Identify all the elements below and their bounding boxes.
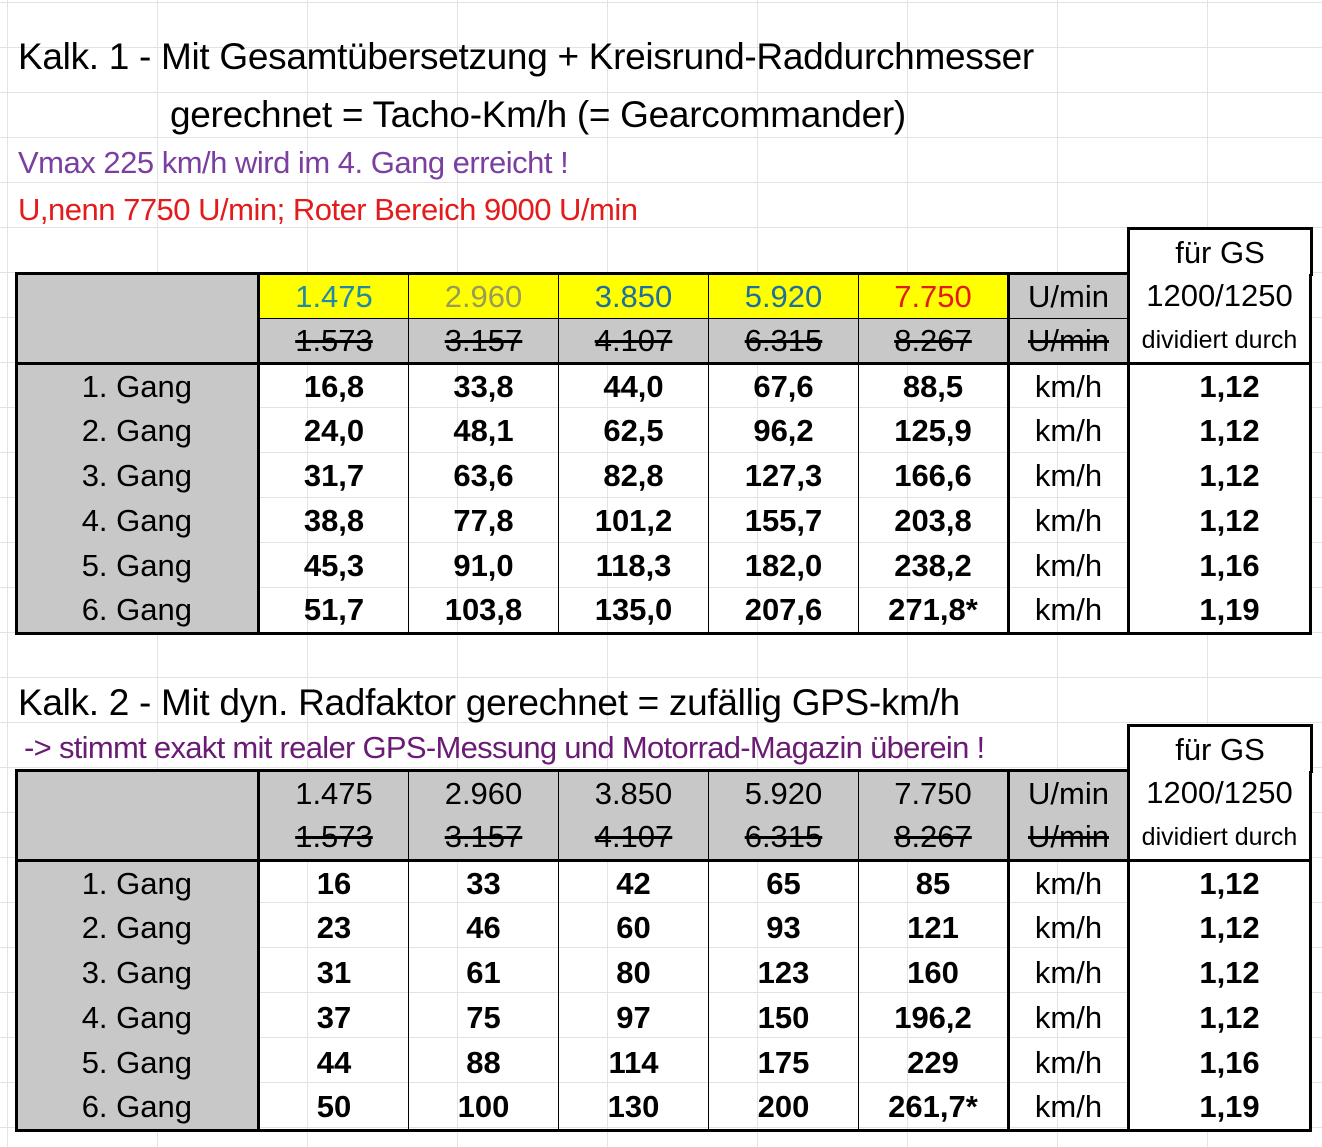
speed-value: 44,0 [559,364,709,409]
speed-value: 75 [409,996,559,1041]
speed-value: 130 [559,1086,709,1131]
gear-label: 6. Gang [17,589,259,634]
speed-value: 60 [559,906,709,951]
divisor-value: 1,12 [1129,364,1311,409]
divisor-value: 1,12 [1129,906,1311,951]
gear-label: 1. Gang [17,364,259,409]
kalk1-rpm-top-2: 2.960 [409,274,559,319]
gear-label: 2. Gang [17,906,259,951]
kalk1-subtitle: gerechnet = Tacho-Km/h (= Gearcommander) [170,94,906,135]
table-row [17,951,1311,996]
gear-label: 5. Gang [17,1041,259,1086]
kalk2-note: -> stimmt exakt mit realer GPS-Messung und Motorrad-Magazin überein ! [24,730,985,765]
speed-value: 182,0 [709,544,859,589]
speed-value: 103,8 [409,589,559,634]
speed-value: 118,3 [559,544,709,589]
table-row [17,1041,1311,1086]
divisor-value: 1,12 [1129,409,1311,454]
divisor-value: 1,12 [1129,951,1311,996]
table-row [17,906,1311,951]
speed-value: 135,0 [559,589,709,634]
gear-label: 5. Gang [17,544,259,589]
unit-cell: km/h [1009,499,1129,544]
speed-value: 91,0 [409,544,559,589]
gear-label: 3. Gang [17,454,259,499]
speed-value: 37 [259,996,409,1041]
gear-label: 1. Gang [17,861,259,906]
speed-value: 63,6 [409,454,559,499]
table-row [17,454,1311,499]
speed-value: 51,7 [259,589,409,634]
speed-value: 97 [559,996,709,1041]
divisor-value: 1,12 [1129,861,1311,906]
unit-cell: km/h [1009,544,1129,589]
kalk1-rpm-bottom-1: 1.573 [259,319,409,364]
kalk2-rpm-bottom-4: 6.315 [709,816,859,861]
speed-value: 67,6 [709,364,859,409]
unit-cell: km/h [1009,364,1129,409]
unit-cell: km/h [1009,1086,1129,1131]
speed-value: 65 [709,861,859,906]
unit-cell: km/h [1009,409,1129,454]
speed-value: 166,6 [859,454,1009,499]
kalk1-unit-top: U/min [1009,274,1129,319]
speed-value: 150 [709,996,859,1041]
table-row [17,409,1311,454]
speed-value: 31,7 [259,454,409,499]
kalk1-rows [17,364,1311,634]
kalk2-rpm-top-1: 1.475 [259,771,409,816]
kalk1-table [15,272,1312,635]
kalk1-rpm-top-1: 1.475 [259,274,409,319]
speed-value: 160 [859,951,1009,996]
speed-value: 42 [559,861,709,906]
speed-value: 127,3 [709,454,859,499]
gear-label: 4. Gang [17,996,259,1041]
kalk2-unit-top: U/min [1009,771,1129,816]
speed-value: 93 [709,906,859,951]
kalk2-rpm-bottom-2: 3.157 [409,816,559,861]
speed-value: 123 [709,951,859,996]
kalk2-rpm-top-5: 7.750 [859,771,1009,816]
kalk2-gs-label: für GS [1127,724,1313,773]
gear-label: 2. Gang [17,409,259,454]
speed-value: 196,2 [859,996,1009,1041]
speed-value: 45,3 [259,544,409,589]
divisor-value: 1,12 [1129,454,1311,499]
kalk2-rows [17,861,1311,1131]
speed-value: 85 [859,861,1009,906]
kalk2-gs-model: 1200/1250 [1129,771,1311,816]
gear-label: 6. Gang [17,1086,259,1131]
kalk1-gs-model: 1200/1250 [1129,274,1311,319]
speed-value: 271,8* [859,589,1009,634]
speed-value: 96,2 [709,409,859,454]
kalk1-corner-cell [17,274,259,364]
speed-value: 100 [409,1086,559,1131]
speed-value: 82,8 [559,454,709,499]
speed-value: 125,9 [859,409,1009,454]
kalk2-gs-div: dividiert durch [1129,816,1311,861]
kalk1-note-vmax: Vmax 225 km/h wird im 4. Gang erreicht ! [18,145,569,180]
table-row [17,1086,1311,1131]
unit-cell: km/h [1009,861,1129,906]
divisor-value: 1,12 [1129,996,1311,1041]
table-row [17,499,1311,544]
kalk2-title: Kalk. 2 - Mit dyn. Radfaktor gerechnet = zufällig GPS-km/h [18,682,960,723]
table-row [17,996,1311,1041]
unit-cell: km/h [1009,906,1129,951]
speed-value: 16 [259,861,409,906]
kalk1-gs-div: dividiert durch [1129,319,1311,364]
speed-value: 33,8 [409,364,559,409]
kalk2-rpm-bottom-3: 4.107 [559,816,709,861]
speed-value: 114 [559,1041,709,1086]
speed-value: 77,8 [409,499,559,544]
kalk2-rpm-bottom-5: 8.267 [859,816,1009,861]
table-row [17,544,1311,589]
divisor-value: 1,12 [1129,499,1311,544]
speed-value: 88,5 [859,364,1009,409]
table-row [17,589,1311,634]
unit-cell: km/h [1009,951,1129,996]
kalk2-rpm-top-3: 3.850 [559,771,709,816]
speed-value: 155,7 [709,499,859,544]
unit-cell: km/h [1009,454,1129,499]
kalk2-table [15,769,1312,1132]
speed-value: 33 [409,861,559,906]
speed-value: 48,1 [409,409,559,454]
speed-value: 200 [709,1086,859,1131]
speed-value: 62,5 [559,409,709,454]
unit-cell: km/h [1009,1041,1129,1086]
unit-cell: km/h [1009,996,1129,1041]
speed-value: 38,8 [259,499,409,544]
kalk1-unit-bottom: U/min [1009,319,1129,364]
kalk1-rpm-bottom-5: 8.267 [859,319,1009,364]
speed-value: 261,7* [859,1086,1009,1131]
speed-value: 175 [709,1041,859,1086]
speed-value: 50 [259,1086,409,1131]
kalk1-rpm-bottom-2: 3.157 [409,319,559,364]
kalk1-title: Kalk. 1 - Mit Gesamtübersetzung + Kreisrund-Raddurchmesser [18,36,1034,77]
speed-value: 203,8 [859,499,1009,544]
speed-value: 16,8 [259,364,409,409]
speed-value: 207,6 [709,589,859,634]
kalk2-rpm-bottom-1: 1.573 [259,816,409,861]
kalk1-gs-label: für GS [1127,227,1313,276]
speed-value: 24,0 [259,409,409,454]
kalk1-rpm-bottom-4: 6.315 [709,319,859,364]
speed-value: 23 [259,906,409,951]
speed-value: 121 [859,906,1009,951]
speed-value: 88 [409,1041,559,1086]
divisor-value: 1,16 [1129,1041,1311,1086]
speed-value: 46 [409,906,559,951]
speed-value: 101,2 [559,499,709,544]
kalk2-unit-bottom: U/min [1009,816,1129,861]
speed-value: 229 [859,1041,1009,1086]
kalk2-rpm-top-4: 5.920 [709,771,859,816]
kalk1-rpm-top-4: 5.920 [709,274,859,319]
divisor-value: 1,19 [1129,1086,1311,1131]
speed-value: 61 [409,951,559,996]
gear-label: 4. Gang [17,499,259,544]
kalk2-rpm-top-2: 2.960 [409,771,559,816]
table-row [17,364,1311,409]
kalk1-rpm-top-5: 7.750 [859,274,1009,319]
speed-value: 80 [559,951,709,996]
kalk1-note-rpm: U,nenn 7750 U/min; Roter Bereich 9000 U/min [18,192,638,227]
divisor-value: 1,16 [1129,544,1311,589]
speed-value: 31 [259,951,409,996]
kalk2-corner-cell [17,771,259,861]
unit-cell: km/h [1009,589,1129,634]
kalk1-rpm-top-3: 3.850 [559,274,709,319]
speed-value: 238,2 [859,544,1009,589]
gear-label: 3. Gang [17,951,259,996]
table-row [17,861,1311,906]
divisor-value: 1,19 [1129,589,1311,634]
kalk1-rpm-bottom-3: 4.107 [559,319,709,364]
speed-value: 44 [259,1041,409,1086]
